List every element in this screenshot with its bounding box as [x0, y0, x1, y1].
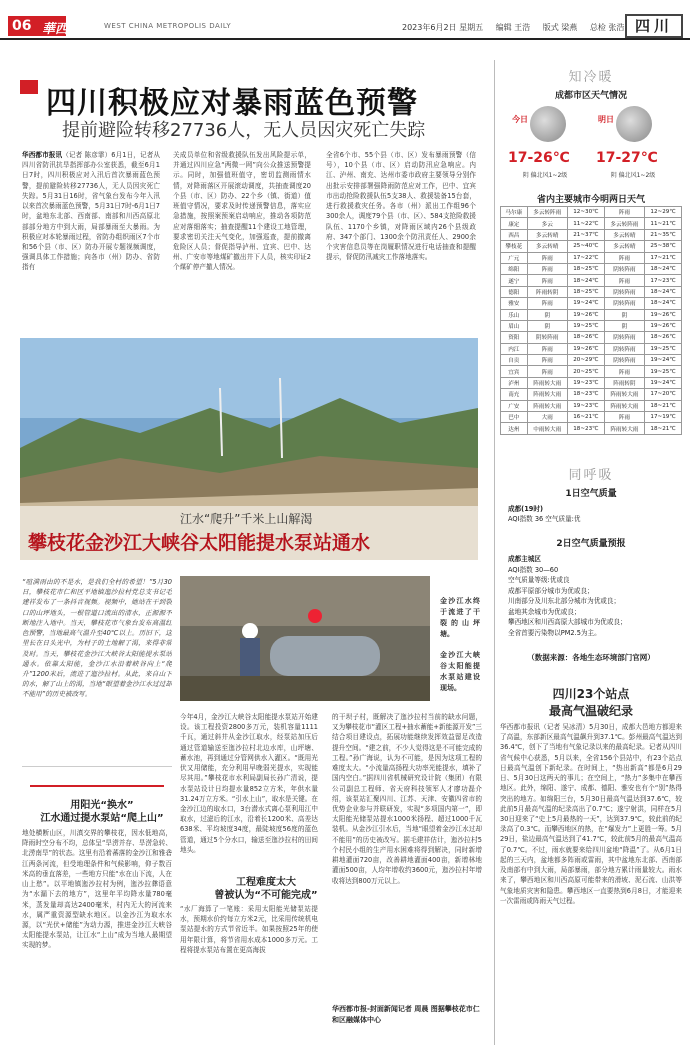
- story-intro: “喧满雨由的不是水，是我们全村的希望！”5月30日，攀枝花市仁和区平地镇迤沙拉村党总支书记毛建祥发布了一条抖音视频。视频中，她站在干到裂口的山坪地头，一根管道口流出的清水，正源源不断地注入地中。当天，攀枝花市气象台发布高温红色预警，当地最高气温升至40℃以上。历旧下，这里长在日头光中，为村子的土地解了渴，来得非常及时。当天，攀枝花金沙江大峡谷太阳能提水泵站通水。依靠太阳能，金沙江水沿着峡谷向上“爬升”1200米后，流进了迤沙拉村。从此，来自山下的水，解了山上的渴，当地“眼望着金沙江水过过却不能用”的历史被改写。: [22, 577, 172, 767]
- table-cell: 阵雨: [604, 366, 644, 377]
- table-cell: 眉山: [501, 320, 528, 331]
- table-cell: 绵阳: [501, 263, 528, 274]
- table-cell: 阵雨: [527, 366, 567, 377]
- today-label: 今日: [512, 115, 528, 124]
- table-cell: 阴: [604, 309, 644, 320]
- table-cell: 多云转晴: [527, 229, 567, 240]
- issue-date: 2023年6月2日 星期五: [402, 23, 484, 32]
- table-cell: 阴转阵雨: [604, 286, 644, 297]
- table-cell: 阴: [527, 309, 567, 320]
- table-cell: 17~22℃: [567, 252, 604, 263]
- table-row: [501, 309, 682, 320]
- tomorrow-temp: 17-27℃: [596, 150, 658, 166]
- table-cell: 阴转阵雨: [604, 298, 644, 309]
- table-cell: 阴转阵雨: [604, 343, 644, 354]
- table-cell: 自贡: [501, 355, 528, 366]
- lead-col-3: 全省6个市、55个县（市、区）发布暴雨预警（信号），10个县（市、区）启动防汛应急响应。内江、泸州、南充、达州市委市政府主要领导分别作出批示安排部署强降雨防范应对工作，巴中、宜宾市出动抢险救援队伍5支38人、救援装备15台套，进行救援救灾任务。各市（州）派出工作组96个300余人，调度79个县（市、区）、584支抢险救援队伍、1170个乡镇，对降雨区域内26个县级政府、347个部门、1300余个防汛责任人、2900余个灾害信息员等在岗履职情况进行电话抽查和提醒提示，督促防汛减灾工作落地落实。: [326, 151, 476, 262]
- table-cell: 内江: [501, 343, 528, 354]
- table-cell: 19~26℃: [645, 320, 682, 331]
- table-cell: 19~24℃: [567, 298, 604, 309]
- table-cell: 18~24℃: [645, 263, 682, 274]
- table-cell: 18~23℃: [567, 423, 604, 434]
- table-cell: 16~21℃: [567, 412, 604, 423]
- table-cell: 18~24℃: [645, 286, 682, 297]
- air-city: 成都主城区: [508, 555, 541, 563]
- table-cell: 19~26℃: [567, 343, 604, 354]
- table-cell: 广安: [501, 400, 528, 411]
- table-cell: 阵雨转大雨: [604, 400, 644, 411]
- table-row: [501, 241, 682, 252]
- table-cell: 21~35℃: [645, 229, 682, 240]
- column-divider: [494, 60, 495, 1045]
- table-row: [501, 229, 682, 240]
- city-weather-grid: [500, 206, 682, 435]
- header-meta: [402, 22, 634, 33]
- table-cell: 18~23℃: [567, 389, 604, 400]
- air-title: 1日空气质量: [565, 489, 617, 499]
- table-cell: 多云: [527, 218, 567, 229]
- table-cell: 多云转晴: [604, 241, 644, 252]
- table-cell: 阵雨: [527, 252, 567, 263]
- today-desc: 阴 偏北风1~2级: [522, 172, 568, 179]
- photo-caption-small: 江水“爬升”千米上山解渴: [180, 512, 313, 526]
- table-cell: 阵雨转阴: [604, 377, 644, 388]
- chief-editor: 总检 张浩: [589, 23, 625, 32]
- table-cell: 宜宾: [501, 366, 528, 377]
- table-cell: 达州: [501, 423, 528, 434]
- table-row: [501, 355, 682, 366]
- table-cell: 中雨转大雨: [527, 423, 567, 434]
- table-cell: 20~25℃: [567, 366, 604, 377]
- table-cell: 南充: [501, 389, 528, 400]
- temps-title-2: 最高气温破纪录: [548, 704, 633, 718]
- table-cell: 18~21℃: [645, 400, 682, 411]
- inset-caption-1: 金沙江水终于流进了干裂的山坪塘。: [440, 597, 480, 638]
- table-cell: 12~29℃: [645, 207, 682, 218]
- subhead-4: 曾被认为“不可能完成”: [214, 890, 318, 901]
- air-forecast: [508, 554, 680, 638]
- table-cell: 阵雨: [527, 355, 567, 366]
- table-row: [501, 400, 682, 411]
- air-line: 盆地其余城市为优或良；: [508, 607, 581, 616]
- today-temp: 17-26℃: [508, 150, 570, 166]
- table-row: [501, 377, 682, 388]
- table-cell: 18~21℃: [645, 423, 682, 434]
- table-cell: 阵雨: [527, 263, 567, 274]
- cloud-icon: [616, 106, 652, 142]
- table-cell: 遂宁: [501, 275, 528, 286]
- air-line: 攀西地区和川西高原大部城市为优或良；: [508, 618, 627, 627]
- brand-logo: 華西都市報: [42, 22, 108, 37]
- section-label: 四川: [625, 14, 683, 38]
- air-today-aqi: AQI指数 36 空气质量:优: [508, 515, 581, 524]
- subhead-1: 用阳光“换水”: [70, 800, 134, 811]
- table-row: [501, 343, 682, 354]
- table-cell: 阵雨: [604, 207, 644, 218]
- photo-caption-headline: 攀枝花金沙江大峡谷太阳能提水泵站通水: [28, 532, 371, 554]
- air-credit: （数据来源：各地生态环境部门官网）: [527, 653, 655, 662]
- table-cell: 17~19℃: [645, 412, 682, 423]
- table-cell: 阴转阵雨: [604, 332, 644, 343]
- table-row: [501, 252, 682, 263]
- table-row: [501, 207, 682, 218]
- subhead-rule: [30, 785, 164, 787]
- table-cell: 阵雨转大雨: [527, 389, 567, 400]
- table-cell: 阴: [527, 320, 567, 331]
- table-row: [501, 275, 682, 286]
- table-cell: 阴转阵雨: [527, 332, 567, 343]
- table-cell: 25~40℃: [567, 241, 604, 252]
- subhead-3: 工程难度太大: [236, 877, 296, 888]
- air-line: 全省首要污染物以PM2.5为主。: [508, 628, 601, 637]
- air-line: 川南部分及川东北部分城市为优或良；: [508, 597, 621, 606]
- page-title: 四川积极应对暴雨蓝色预警: [46, 86, 418, 121]
- table-cell: 多云转晴: [604, 229, 644, 240]
- table-cell: 阵雨: [604, 412, 644, 423]
- table-cell: 18~25℃: [567, 263, 604, 274]
- table-cell: 雅安: [501, 298, 528, 309]
- air-kicker: 同呼吸: [568, 468, 614, 483]
- layout-credit: 版式 梁燕: [542, 23, 578, 32]
- table-cell: 19~24℃: [645, 377, 682, 388]
- table-cell: 德阳: [501, 286, 528, 297]
- table-row: [501, 320, 682, 331]
- table-cell: 阵雨: [604, 252, 644, 263]
- table-cell: 11~22℃: [567, 218, 604, 229]
- temps-title-1: 四川23个站点: [552, 687, 630, 701]
- table-cell: 18~24℃: [567, 275, 604, 286]
- table-cell: 泸州: [501, 377, 528, 388]
- table-cell: 21~37℃: [567, 229, 604, 240]
- table-cell: 多云转阵雨: [527, 207, 567, 218]
- table-cell: 康定: [501, 218, 528, 229]
- temps-body: 华西都市报讯（记者 吴冰清）5月30日，成都大邑地方都迎来了高温，东部新区最高气温飙升到37.1℃。彭州最高气温达到36.4℃，创下了当地有气象记录以来的最高纪录。记者从四川省气候中心获悉，5月以来，全省156个县站中，有23个站点日最高气温创下新纪录。在时间上，“热出新高”都是6月29日、5月30日这两天的事儿；在空间上，“热力”多集中在攀西地区。此外，绵阳、遂宁、成都、德阳、雅安也有个“别”热得突出的地方。如绵阳三台，5月30日最高气温达到37.6℃，较此前5月最高气温的纪录高出了0.7℃；遂宁射洪，同样在5月30日迎来了“史上5月最热的一天”，达到37.9℃，较此前的纪录高了0.3℃。而攀西地区的热，在“爆发力”上更胜一筹。5月29日，盐边最高气温达到了41.7℃，较此前5月的最高气温高了0.7℃。不过，雨水就要来给四川盆地“降温”了。从6月1日起的三天内，盆地都多阵雨或雷雨，其中盆地东北部、西南部及南部有中到大雨，局部暴雨，部分地方累计雨量较大。雨水来了，攀西地区和川西高原可能带来的滑坡、泥石流、山洪等气象地质灾害和隐患。攀西地区一直要热到6月8日，才能迎来一次雷雨或阵雨天气过程。: [500, 723, 682, 905]
- tomorrow-label: 明日: [598, 115, 614, 124]
- inset-caption-2: 金沙江大峡谷太阳能提水泵站建设现场。: [440, 651, 480, 692]
- table-cell: 19~26℃: [567, 309, 604, 320]
- table-cell: 阵雨: [527, 343, 567, 354]
- table-row: [501, 298, 682, 309]
- weather-title: 成都市区天气情况: [554, 91, 627, 101]
- table-row: [501, 412, 682, 423]
- table-cell: 12~30℃: [567, 207, 604, 218]
- table-cell: 阵雨转大雨: [527, 400, 567, 411]
- city-table-title: 省内主要城市今明两日天气: [536, 195, 645, 205]
- table-cell: 巴中: [501, 412, 528, 423]
- table-cell: 西昌: [501, 229, 528, 240]
- lead-byline: 华西都市报讯: [22, 151, 63, 159]
- subhead-2: 江水通过提水泵站“爬上山”: [40, 813, 164, 824]
- page-header: [0, 0, 690, 40]
- table-cell: 18~24℃: [645, 298, 682, 309]
- table-cell: 18~26℃: [567, 332, 604, 343]
- table-cell: 广元: [501, 252, 528, 263]
- table-row: [501, 423, 682, 434]
- table-cell: 攀枝花: [501, 241, 528, 252]
- table-row: [501, 389, 682, 400]
- table-cell: 11~21℃: [645, 218, 682, 229]
- table-row: [501, 218, 682, 229]
- table-cell: 乐山: [501, 309, 528, 320]
- page-number-badge: 06: [8, 16, 66, 36]
- table-cell: 19~25℃: [645, 366, 682, 377]
- air-today-city: 成都(19时): [508, 505, 543, 513]
- table-cell: 阵雨: [527, 298, 567, 309]
- story-col-3: 的干坝子村，既解决了迤沙拉村当前的缺水问题，又为攀枝花市“灌区工程+抽水蓄能+新能源开发”三结合项目建设点，拓展功能继续发挥效益留足改造提升空间。“建之前，不少人觉得这是不可能完成的工程。”孙广海说，认为不可能，是因为这项工程的难度太大。“小流量高扬程大功率光能提水，填补了国内空白。”据四川省机械研究设计院（集团）有限公司副总工程师、省天府科技领军人才廖功磊介绍，该泵站汇聚四川、江苏、天津、安徽四省市的优势企业参与并联研发，实现“多项国内第一”，即太阳能光储泵站提水1000米扬程、超过1000千瓦装机。从金沙江引水后，当地“眼望着金沙江水过却不能用”的历史被改写。据毛建祥估计，迤沙拉村5个村民小组的生产用水困难将得到解决，同时新增耕地灌面720亩，改善耕地灌面400亩，新增林地灌面500亩，人均年增收约3600元，迤沙拉村年增收将达到800万元以上。: [332, 713, 482, 885]
- air-today: [508, 504, 678, 524]
- air-level: 空气质量等级:优或良: [508, 576, 570, 585]
- air-aqi-range: AQI指数 30—60: [508, 565, 559, 574]
- construction-photo-illustration: [180, 576, 430, 701]
- lead-col-2: 关成员单位和省级救援队伍发出风险提示单，并通过四川应急“两微一网”向公众推送预警提示。同时，加强值班值守，密切监测雨情水情，对降雨落区开展滚动调度，共抽查调度20个县（市、区）防办、22个乡（镇、街道）值班值守情况，要求及时传递预警信息，落实应急措施，按照案预案启动响应，推动各项防范应对落细落实；抽查提醒11个建设工地管理，要求密切关注天气变化，加强巡查，提前撤离危险区人员；督促指导泸州、宜宾、巴中、达州、广安市等地煤矿撤出井下人员，核实印证2个煤矿停产撤人情况。: [173, 151, 311, 272]
- table-cell: 阵雨转大雨: [604, 423, 644, 434]
- table-cell: 17~20℃: [645, 389, 682, 400]
- table-row: [501, 286, 682, 297]
- table-cell: 阵雨转大雨: [604, 389, 644, 400]
- story-col-2b: “水厂海算了一笔账：采用太阳能光储泵站提水，预期水价约每立方米2元，比采用传统机电泵站提水的方式节省近半。如果按照25年的使用年限计算，将节省用水成本1000多万元。工程将提水泵站布置在更高海拔: [180, 905, 318, 954]
- cloud-icon: [530, 106, 566, 142]
- table-cell: 阵雨: [604, 275, 644, 286]
- story-col-2a: 今年4月，金沙江大峡谷太阳能提水泵站开始建设。该工程投资2800多万元，装机容量1111千瓦，通过斜井从金沙江取水，经泵站加压后通过管道输送至迤沙拉村北边水库，山坪塘、蓄水池，再到通过分管网供水入灌区。“既用光伏又用储能，充分利用早晚弱光提水，实现能尽其用。”攀枝花市水利局副局长孙广清说，提水泵站设计日均提水量852立方米，年供水量31.24万立方米。“引水上山”，取水是关键。在金沙江边的取水口，3台潜水式离心泵利用江中取水，过滤后的江水，沿着长1200米、高差达638米、平均坡度34度，最陡坡度56度的蓝色管道，通过5个分水口，输送至迤沙拉村的田间地头。: [180, 713, 318, 854]
- city-weather-table: [500, 206, 682, 435]
- table-cell: 18~26℃: [645, 332, 682, 343]
- tomorrow-desc: 阴 偏北风1~2级: [610, 172, 656, 179]
- table-cell: 阵雨转大雨: [527, 377, 567, 388]
- table-cell: 多云转阵雨: [604, 218, 644, 229]
- lead-text-1: （记者 陈彦霏）6月1日，记者从四川省防汛抗旱指挥部办公室获悉，截至6月1日7时，四川积极应对入汛后首次暴雨蓝色预警，提前避险转移27736人，无人员因灾死亡失踪。5月31日16时，省气象台发布今年入汛以来首次暴雨蓝色预警，5月31日7时-6月1日7时，盆地东北部、西南部、南部和川西高原北部部分地方中到大雨，局部暴雨至大暴雨。为积极应对本轮暴雨过程，省防办组织雨区7个市和56个县（市、区）防办开展专题视频调度，强调具体工作措施；向各市（州）防办、省防指有: [22, 151, 160, 272]
- table-cell: 19~26℃: [645, 309, 682, 320]
- air-line: 成都平原部分城市为优或良；: [508, 586, 594, 595]
- table-cell: 19~25℃: [567, 320, 604, 331]
- table-cell: 多云转晴: [527, 241, 567, 252]
- table-cell: 阴转阵雨: [604, 263, 644, 274]
- lead-col-1: [22, 150, 160, 336]
- table-cell: 25~38℃: [645, 241, 682, 252]
- inset-photo: [180, 576, 430, 701]
- table-cell: 20~29℃: [567, 355, 604, 366]
- table-row: [501, 263, 682, 274]
- table-cell: 大雨: [527, 412, 567, 423]
- page-subtitle: 提前避险转移27736人，无人员因灾死亡失踪: [62, 120, 426, 141]
- table-row: [501, 366, 682, 377]
- table-cell: 19~23℃: [567, 400, 604, 411]
- table-cell: 阴转阵雨: [604, 355, 644, 366]
- table-cell: 阵雨转阴: [527, 286, 567, 297]
- table-cell: 19~25℃: [645, 343, 682, 354]
- weather-kicker: 知冷暖: [568, 70, 614, 85]
- table-cell: 18~25℃: [567, 286, 604, 297]
- table-cell: 17~23℃: [645, 275, 682, 286]
- table-cell: 阵雨: [527, 275, 567, 286]
- headline-marker: [20, 80, 38, 94]
- table-cell: 阴: [604, 320, 644, 331]
- table-cell: 17~21℃: [645, 252, 682, 263]
- story-credit: 华西都市报-封面新闻记者 周晨 图据攀枝花市仁和区融媒体中心: [332, 1005, 480, 1024]
- table-row: [501, 332, 682, 343]
- table-cell: 19~23℃: [567, 377, 604, 388]
- editor: 编辑 王浩: [495, 23, 531, 32]
- air-forecast-title: 2日空气质量预报: [556, 539, 626, 549]
- table-cell: 资阳: [501, 332, 528, 343]
- brand-english: WEST CHINA METROPOLIS DAILY: [104, 22, 232, 30]
- story-body-1: 地处横断山区，川滇交界的攀枝花，因水低地高，降雨时空分布不均，总体呈“旱涝并存、旱涝急转、北涝南旱”的状态。这里有沿着蕃落的金沙江和雅砻江两条河流，但受地理条件和气候影响，仰子数百米高的垂直落差，一些地方只能“水在山下流，人在山上愁”。以平地镇迤沙拉村为例，迤沙拉彝语意为“水漏下去的地方”，这里年平均降水量780毫米，蒸发量却高达2400毫米，村内无大的河流来水，属严重资源型缺水地区。以金沙江为取水水源，以“光伏+储能”为动力源，推进金沙江大峡谷太阳能提水泵站，让江水“上山”成为当地人最期望实现的梦。: [22, 829, 172, 950]
- table-cell: 19~24℃: [645, 355, 682, 366]
- table-cell: 马尔康: [501, 207, 528, 218]
